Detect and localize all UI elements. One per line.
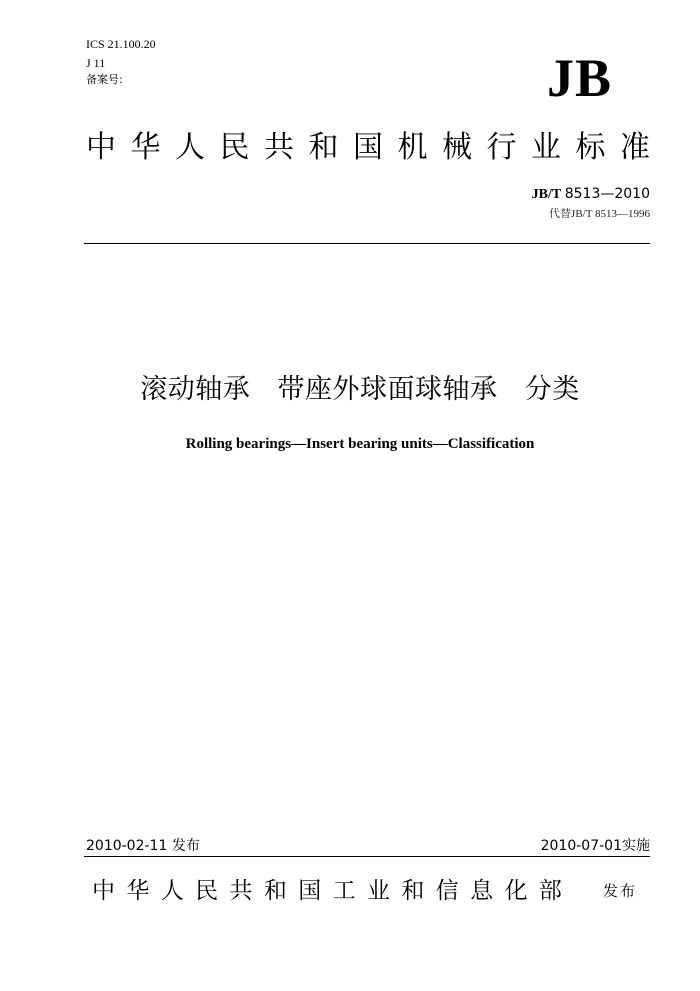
standard-title-char: 人 bbox=[175, 130, 205, 165]
standard-code-number: 8513—2010 bbox=[564, 186, 650, 202]
ministry-char: 华 bbox=[126, 878, 150, 904]
replaces-code: JB/T 8513—1996 bbox=[571, 208, 650, 220]
ministry-char: 信 bbox=[435, 878, 459, 904]
standard-title-char: 标 bbox=[575, 130, 606, 165]
standard-title-char: 准 bbox=[620, 130, 650, 165]
ministry-char: 业 bbox=[367, 878, 390, 904]
document-title-en: Rolling bearings—Insert bearing units—Classification bbox=[185, 436, 535, 452]
ministry-char: 和 bbox=[401, 878, 425, 904]
classification-code: J 11 bbox=[86, 56, 106, 70]
standard-title-char: 华 bbox=[130, 130, 161, 165]
ministry-char: 共 bbox=[229, 878, 253, 904]
ministry-char: 国 bbox=[298, 878, 322, 904]
ministry-char: 人 bbox=[160, 878, 184, 904]
standard-title-char: 国 bbox=[353, 130, 383, 165]
document-title-cn bbox=[0, 370, 700, 410]
publish-label: 发布 bbox=[603, 882, 638, 900]
header-divider bbox=[84, 243, 650, 244]
ministry-char: 部 bbox=[538, 878, 562, 904]
implementation-date bbox=[541, 835, 650, 855]
ministry-char: 化 bbox=[504, 878, 528, 904]
standard-title-char: 和 bbox=[308, 130, 339, 165]
replaces-note bbox=[549, 205, 650, 221]
jb-logo: JB bbox=[546, 48, 612, 108]
ics-code: ICS 21.100.20 bbox=[86, 37, 156, 51]
standard-code bbox=[532, 186, 650, 203]
issuing-ministry bbox=[92, 874, 562, 908]
ministry-char: 中 bbox=[92, 878, 115, 904]
implementation-label: 实施 bbox=[622, 838, 650, 854]
record-number-label: 备案号: bbox=[86, 73, 123, 86]
issue-date-value: 2010-02-11 bbox=[86, 838, 168, 854]
issue-date bbox=[86, 835, 200, 855]
ministry-char: 息 bbox=[470, 878, 494, 904]
standard-title-char: 机 bbox=[397, 130, 428, 165]
title-cn-part3: 分类 bbox=[524, 374, 580, 405]
implementation-date-value: 2010-07-01 bbox=[540, 838, 622, 854]
standard-title-char: 械 bbox=[442, 130, 472, 165]
standard-title-char: 行 bbox=[486, 130, 517, 165]
issue-label: 发布 bbox=[171, 838, 200, 854]
standard-title-char: 中 bbox=[86, 130, 116, 165]
ministry-char: 工 bbox=[332, 878, 356, 904]
standard-code-prefix: JB/T bbox=[531, 187, 562, 202]
standard-category-title bbox=[86, 128, 650, 168]
title-cn-part2: 带座外球面球轴承 bbox=[277, 374, 498, 405]
standard-title-char: 共 bbox=[264, 130, 294, 165]
replaces-label: 代替 bbox=[549, 207, 572, 220]
standard-title-char: 业 bbox=[531, 130, 561, 165]
ministry-char: 民 bbox=[195, 878, 219, 904]
title-cn-part1: 滚动轴承 bbox=[140, 374, 251, 405]
footer-divider bbox=[84, 856, 650, 857]
ministry-char: 和 bbox=[263, 878, 287, 904]
standard-title-char: 民 bbox=[219, 130, 250, 165]
